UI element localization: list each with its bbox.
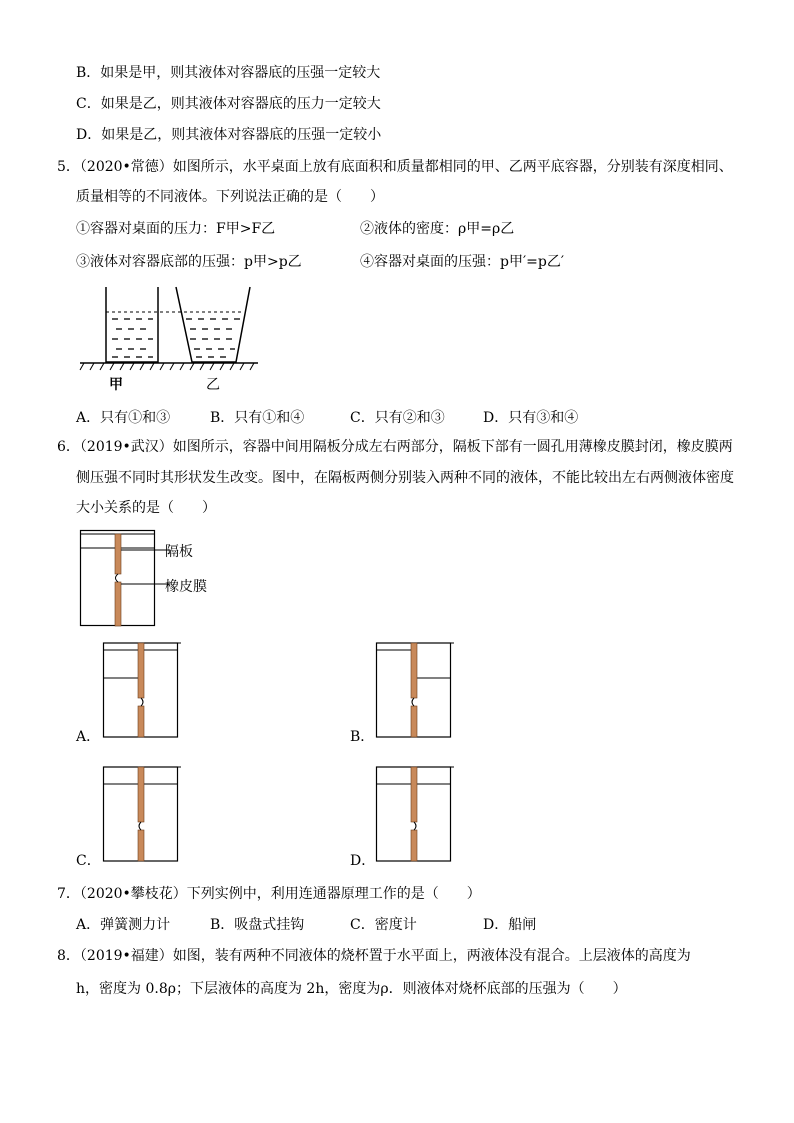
q5-option-b: B．只有①和④ [210, 410, 305, 426]
q6-option-b: B． [350, 729, 375, 745]
q4-option-b: B．如果是甲，则其液体对容器底的压强一定较大 [76, 65, 381, 81]
q7-option-c: C．密度计 [350, 917, 417, 933]
q6-label-partition: 隔板 [165, 544, 193, 560]
q6-stem-line3: 大小关系的是（ ） [76, 500, 216, 516]
q6-option-c-figure [103, 764, 181, 862]
q7-stem: 7．（2020•攀枝花）下列实例中，利用连通器原理工作的是（ ） [57, 886, 481, 902]
q4-option-c: C．如果是乙，则其液体对容器底的压力一定较大 [76, 96, 381, 112]
q6-option-d-figure [376, 764, 454, 862]
q5-label-jia: 甲 [109, 377, 123, 393]
q5-stem-line1: 5．（2020•常德）如图所示，水平桌面上放有底面积和质量都相同的甲、乙两平底容器，分别装有深度相同、 [57, 159, 733, 175]
q6-label-membrane: 橡皮膜 [165, 579, 207, 595]
q4-option-d: D．如果是乙，则其液体对容器底的压强一定较小 [76, 127, 382, 143]
q7-option-b: B．吸盘式挂钩 [210, 917, 305, 933]
q6-main-container-figure [80, 530, 160, 626]
q5-statement-2: ②液体的密度：ρ甲=ρ乙 [360, 221, 515, 237]
q5-statement-4: ④容器对桌面的压强：p甲′=p乙′ [360, 254, 565, 270]
q5-containers-figure [80, 285, 260, 395]
q6-stem-line2: 侧压强不同时其形状发生改变。图中，在隔板两侧分别装入两种不同的液体，不能比较出左右两侧液体密度 [76, 470, 734, 486]
q6-option-a: A． [76, 729, 101, 745]
q5-label-yi: 乙 [206, 377, 220, 393]
q8-stem-line1: 8．（2019•福建）如图，装有两种不同液体的烧杯置于水平面上，两液体没有混合。上层液体的高度为 [57, 948, 691, 964]
q7-option-d: D．船闸 [483, 917, 537, 933]
q5-stem-line2: 质量相等的不同液体。下列说法正确的是（ ） [76, 189, 384, 205]
q6-option-c: C． [76, 853, 101, 869]
q6-option-b-figure [376, 640, 454, 738]
q5-option-d: D．只有③和④ [483, 410, 579, 426]
q5-option-a: A．只有①和③ [76, 410, 171, 426]
q8-stem-line2: h，密度为 0.8ρ；下层液体的高度为 2h，密度为ρ．则液体对烧杯底部的压强为（ ） [76, 981, 627, 997]
q7-option-a: A．弹簧测力计 [76, 917, 171, 933]
q6-option-d: D． [350, 853, 376, 869]
q5-statement-3: ③液体对容器底部的压强：p甲>p乙 [76, 254, 302, 270]
q6-option-a-figure [103, 640, 181, 738]
q5-statement-1: ①容器对桌面的压力：F甲>F乙 [76, 221, 276, 237]
q6-stem-line1: 6．（2019•武汉）如图所示，容器中间用隔板分成左右两部分，隔板下部有一圆孔用薄橡皮膜封闭，橡皮膜两 [57, 439, 733, 455]
q5-option-c: C．只有②和③ [350, 410, 445, 426]
